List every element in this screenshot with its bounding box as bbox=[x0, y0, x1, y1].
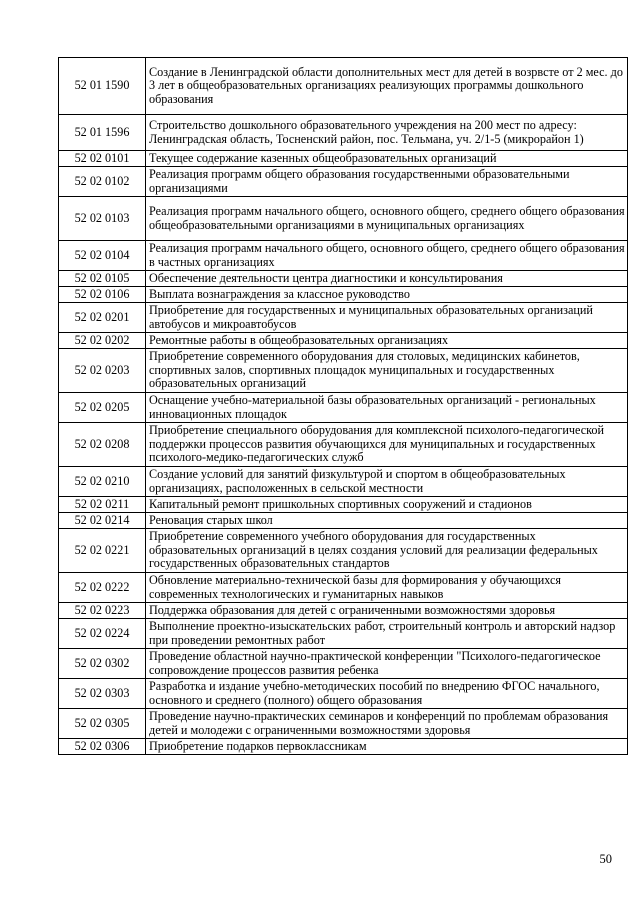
row-code: 52 02 0303 bbox=[59, 679, 146, 709]
row-code: 52 02 0224 bbox=[59, 619, 146, 649]
row-description: Выполнение проектно-изыскательских работ, строительный контроль и авторский надзор при проведении ремонтных работ bbox=[146, 619, 628, 649]
table-row bbox=[59, 58, 628, 115]
row-code: 52 02 0208 bbox=[59, 423, 146, 467]
row-code: 52 02 0302 bbox=[59, 649, 146, 679]
row-description: Выплата вознаграждения за классное руководство bbox=[146, 287, 628, 303]
table-body bbox=[59, 58, 628, 755]
table-row bbox=[59, 167, 628, 197]
table-row bbox=[59, 287, 628, 303]
row-description: Создание условий для занятий физкультурой и спортом в общеобразовательных организациях, расположенных в сельской местности bbox=[146, 467, 628, 497]
row-description: Проведение научно-практических семинаров и конференций по проблемам образования детей и молодежи с ограниченными возможностями здоровья bbox=[146, 709, 628, 739]
row-code: 52 02 0105 bbox=[59, 271, 146, 287]
table-row bbox=[59, 739, 628, 755]
table-row bbox=[59, 197, 628, 241]
row-code: 52 02 0103 bbox=[59, 197, 146, 241]
table-row bbox=[59, 115, 628, 151]
row-code: 52 02 0222 bbox=[59, 573, 146, 603]
table-row bbox=[59, 679, 628, 709]
row-code: 52 01 1590 bbox=[59, 58, 146, 115]
table-row bbox=[59, 573, 628, 603]
row-code: 52 01 1596 bbox=[59, 115, 146, 151]
row-description: Реализация программ начального общего, основного общего, среднего общего образования в частных организациях bbox=[146, 241, 628, 271]
table-row bbox=[59, 619, 628, 649]
table-row bbox=[59, 151, 628, 167]
row-code: 52 02 0211 bbox=[59, 497, 146, 513]
budget-codes-table bbox=[58, 57, 628, 755]
table-row bbox=[59, 513, 628, 529]
row-description: Приобретение специального оборудования для комплексной психолого-педагогической поддержки процессов развития обучающихся для муниципальных и государственных психолого-медико-педагогических служб bbox=[146, 423, 628, 467]
page-number: 50 bbox=[599, 852, 612, 866]
row-code: 52 02 0306 bbox=[59, 739, 146, 755]
row-description: Строительство дошкольного образовательного учреждения на 200 мест по адресу: Ленинградская область, Тосненский район, пос. Тельмана, уч. 2/1-5 (микрорайон 1) bbox=[146, 115, 628, 151]
row-description: Капитальный ремонт пришкольных спортивных сооружений и стадионов bbox=[146, 497, 628, 513]
row-description: Реализация программ общего образования государственными образовательными организациями bbox=[146, 167, 628, 197]
row-description: Поддержка образования для детей с ограниченными возможностями здоровья bbox=[146, 603, 628, 619]
table-row bbox=[59, 333, 628, 349]
table-row bbox=[59, 497, 628, 513]
row-code: 52 02 0205 bbox=[59, 393, 146, 423]
row-description: Проведение областной научно-практической конференции "Психолого-педагогическое сопровождение процессов развития ребенка bbox=[146, 649, 628, 679]
row-code: 52 02 0202 bbox=[59, 333, 146, 349]
row-description: Ремонтные работы в общеобразовательных организациях bbox=[146, 333, 628, 349]
row-description: Приобретение для государственных и муниципальных образовательных организаций автобусов и микроавтобусов bbox=[146, 303, 628, 333]
table-row bbox=[59, 271, 628, 287]
row-code: 52 02 0106 bbox=[59, 287, 146, 303]
row-description: Разработка и издание учебно-методических пособий по внедрению ФГОС начального, основного и среднего (полного) общего образования bbox=[146, 679, 628, 709]
table-row bbox=[59, 709, 628, 739]
row-description: Реализация программ начального общего, основного общего, среднего общего образования общеобразовательными организациями в муниципальных организациях bbox=[146, 197, 628, 241]
table-row bbox=[59, 603, 628, 619]
table-row bbox=[59, 649, 628, 679]
table-row bbox=[59, 241, 628, 271]
row-description: Оснащение учебно-материальной базы образовательных организаций - региональных инновационных площадок bbox=[146, 393, 628, 423]
row-description: Приобретение подарков первоклассникам bbox=[146, 739, 628, 755]
row-code: 52 02 0102 bbox=[59, 167, 146, 197]
row-code: 52 02 0101 bbox=[59, 151, 146, 167]
table-row bbox=[59, 393, 628, 423]
row-description: Реновация старых школ bbox=[146, 513, 628, 529]
row-description: Текущее содержание казенных общеобразовательных организаций bbox=[146, 151, 628, 167]
row-code: 52 02 0203 bbox=[59, 349, 146, 393]
row-description: Приобретение современного учебного оборудования для государственных образовательных организаций в целях создания условий для реализации федеральных государственных образовательных стандартов bbox=[146, 529, 628, 573]
row-code: 52 02 0223 bbox=[59, 603, 146, 619]
row-description: Создание в Ленинградской области дополнительных мест для детей в возрвсте от 2 мес. до 3 лет в общеобразовательных организациях реализующих программы дошкольного образования bbox=[146, 58, 628, 115]
row-code: 52 02 0214 bbox=[59, 513, 146, 529]
row-description: Обновление материально-технической базы для формирования у обучающихся современных технологических и гуманитарных навыков bbox=[146, 573, 628, 603]
row-code: 52 02 0104 bbox=[59, 241, 146, 271]
row-code: 52 02 0305 bbox=[59, 709, 146, 739]
row-description: Обеспечение деятельности центра диагностики и консультирования bbox=[146, 271, 628, 287]
row-code: 52 02 0210 bbox=[59, 467, 146, 497]
table-row bbox=[59, 467, 628, 497]
row-code: 52 02 0221 bbox=[59, 529, 146, 573]
row-code: 52 02 0201 bbox=[59, 303, 146, 333]
table-row bbox=[59, 423, 628, 467]
table-row bbox=[59, 529, 628, 573]
row-description: Приобретение современного оборудования для столовых, медицинских кабинетов, спортивных залов, спортивных площадок муниципальных и государственных образовательных организаций bbox=[146, 349, 628, 393]
table-row bbox=[59, 349, 628, 393]
table-row bbox=[59, 303, 628, 333]
